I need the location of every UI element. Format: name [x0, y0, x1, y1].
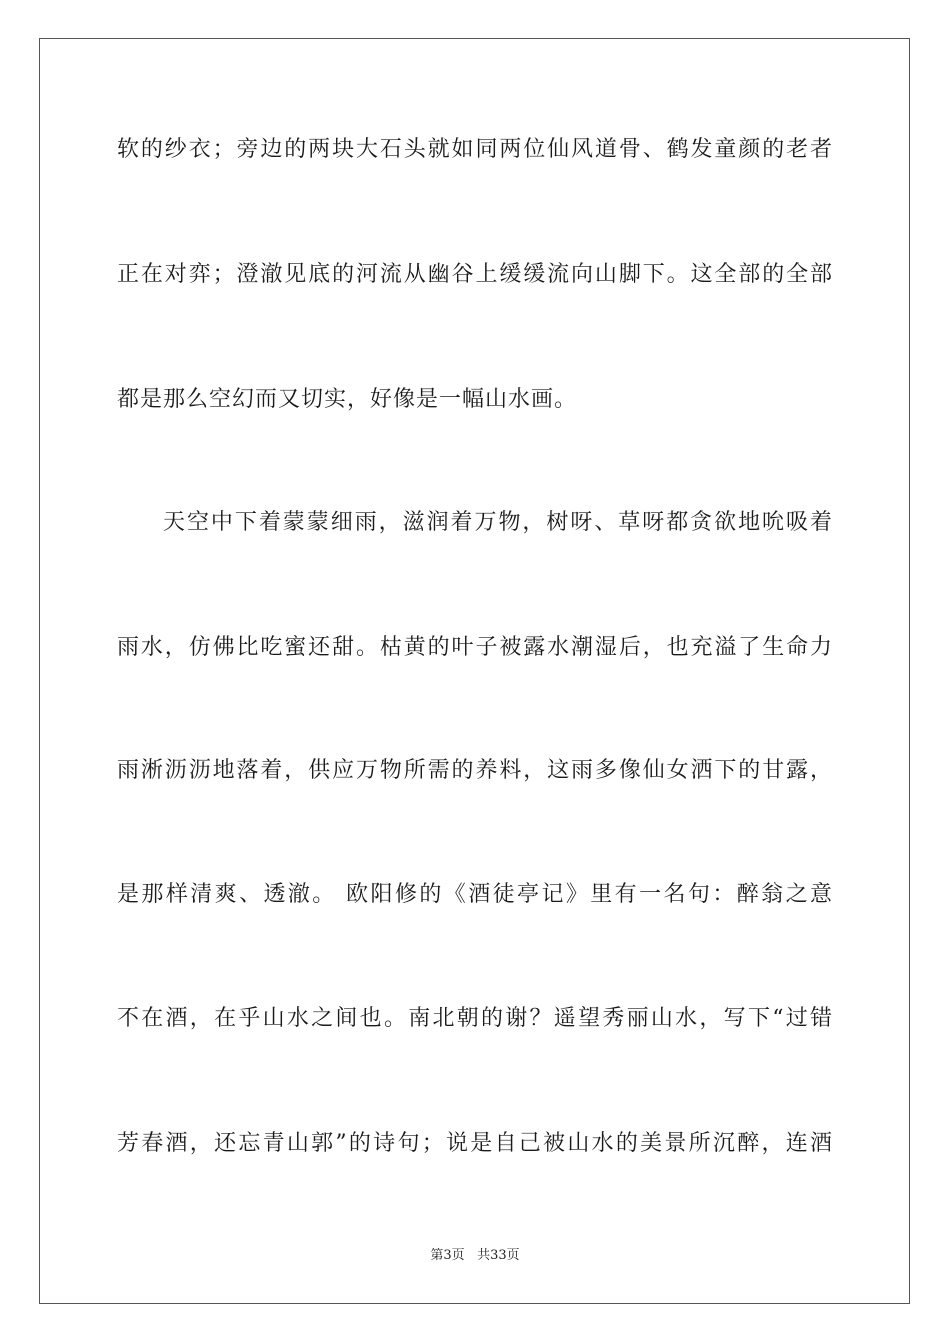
text-line-2: 正在对弈；澄澈见底的河流从幽谷上缓缓流向山脚下。这全部的全部	[117, 262, 833, 287]
text-line-7: 是那样清爽、透澈。 欧阳修的《酒徒亭记》里有一名句：醉翁之意	[117, 882, 833, 907]
text-line-9: 芳春酒，还忘青山郭”的诗句；说是自己被山水的美景所沉醉，连酒	[117, 1131, 833, 1156]
text-line-5: 雨水，仿佛比吃蜜还甜。枯黄的叶子被露水潮湿后，也充溢了生命力	[117, 635, 833, 660]
text-line-3: 都是那么空幻而又切实，好像是一幅山水画。	[117, 387, 578, 412]
total-pages: 共33页	[477, 1248, 520, 1263]
page-number: 第3页	[430, 1248, 465, 1263]
text-line-4: 天空中下着蒙蒙细雨，滋润着万物，树呀、草呀都贪欲地吮吸着	[163, 510, 833, 535]
text-line-6: 雨淅沥沥地落着，供应万物所需的养料，这雨多像仙女洒下的甘露，	[117, 758, 833, 783]
page-footer	[0, 1247, 950, 1265]
text-line-8: 不在酒，在乎山水之间也。南北朝的谢？遥望秀丽山水，写下“过错	[117, 1006, 833, 1031]
page-border	[39, 38, 910, 1304]
text-line-1: 软的纱衣；旁边的两块大石头就如同两位仙风道骨、鹤发童颜的老者	[117, 137, 833, 162]
